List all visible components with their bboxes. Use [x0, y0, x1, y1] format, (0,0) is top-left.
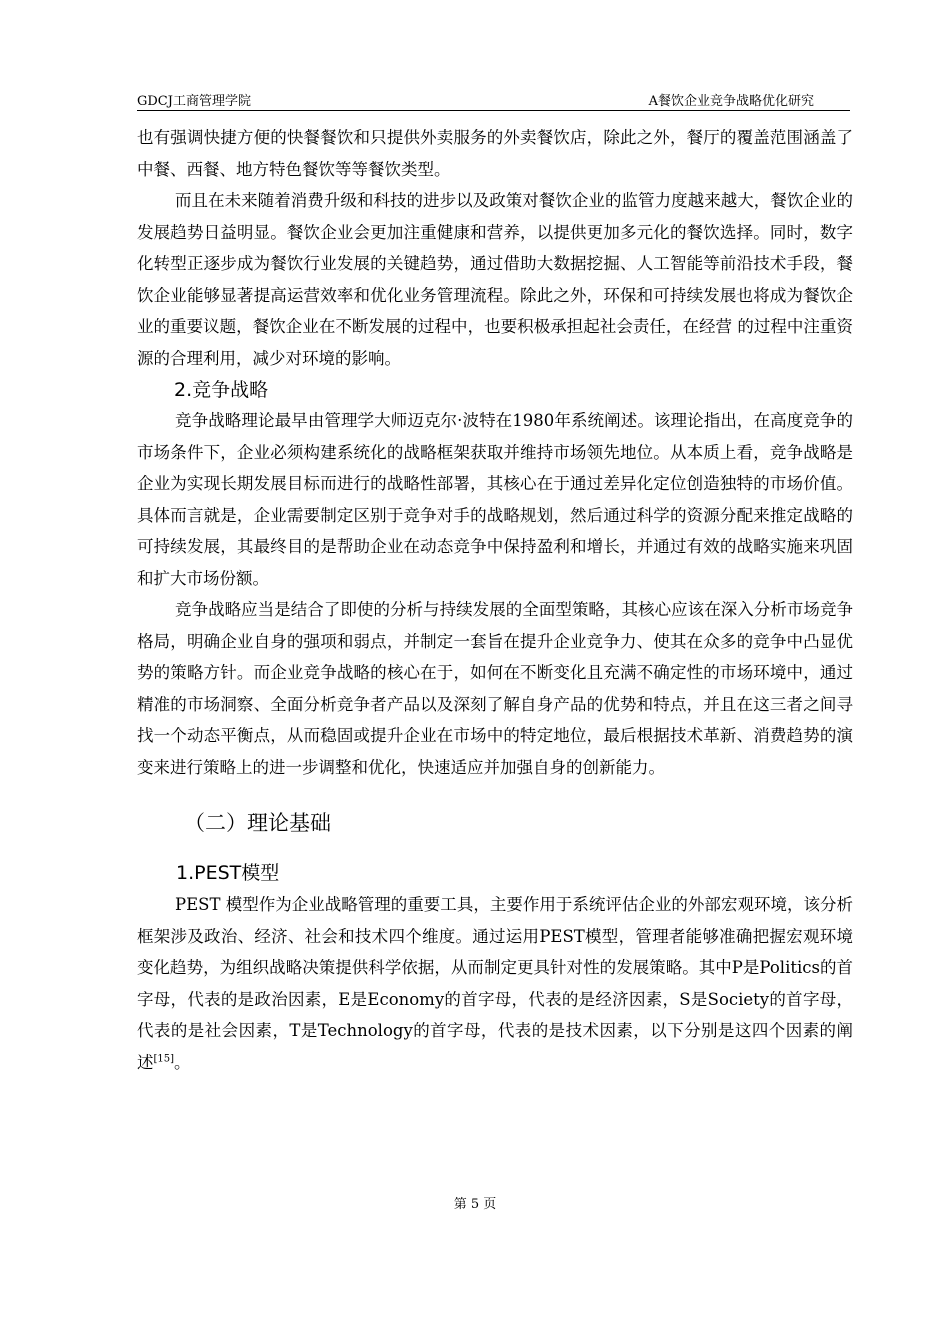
- body-content: [137, 122, 853, 1078]
- pest-end-punctuation: 。: [174, 1052, 191, 1072]
- paragraph-pest: [137, 889, 853, 1078]
- page-header: [137, 88, 850, 111]
- page-number: 第 5 页: [453, 1197, 497, 1212]
- header-thesis-title: A餐饮企业竞争战略优化研究: [648, 94, 814, 109]
- header-institution: GDCJ工商管理学院: [137, 94, 251, 109]
- paragraph-continuation: 也有强调快捷方便的快餐餐饮和只提供外卖服务的外卖餐饮店，除此之外，餐厅的覆盖范围涵盖了中餐、西餐、地方特色餐饮等等餐饮类型。: [137, 128, 853, 179]
- heading-pest-model: 1.PEST模型: [176, 862, 280, 884]
- heading-theoretical-basis: （二）理论基础: [184, 811, 331, 835]
- paragraph-trends: 而且在未来随着消费升级和科技的进步以及政策对餐饮企业的监管力度越来越大，餐饮企业的发展趋势日益明显。餐饮企业会更加注重健康和营养，以提供更加多元化的餐饮选择。同时，数字化转型正逐步成为餐饮行业发展的关键趋势，通过借助大数据挖掘、人工智能等前沿技术手段，餐饮企业能够显著提高运营效率和优化业务管理流程。除此之外，环保和可持续发展也将成为餐饮企业的重要议题，餐饮企业在不断发展的过程中，也要积极承担起社会责任，在经营 的过程中注重资源的合理利用，减少对环境的影响。: [137, 191, 853, 368]
- paragraph-competition-core: 竞争战略应当是结合了即使的分析与持续发展的全面型策略，其核心应该在深入分析市场竞争格局，明确企业自身的强项和弱点，并制定一套旨在提升企业竞争力、使其在众多的竞争中凸显优势的策略方针。而企业竞争战略的核心在于，如何在不断变化且充满不确定性的市场环境中，通过精准的市场洞察、全面分析竞争者产品以及深刻了解自身产品的优势和特点，并且在这三者之间寻找一个动态平衡点，从而稳固或提升企业在市场中的特定地位，最后根据技术革新、消费趋势的演变来进行策略上的进一步调整和优化，快速适应并加强自身的创新能力。: [137, 600, 853, 777]
- paragraph-porter-theory: 竞争战略理论最早由管理学大师迈克尔·波特在1980年系统阐述。该理论指出，在高度竞争的市场条件下，企业必须构建系统化的战略框架获取并维持市场领先地位。从本质上看，竞争战略是企业为实现长期发展目标而进行的战略性部署，其核心在于通过差异化定位创造独特的市场价值。具体而言就是，企业需要制定区别于竞争对手的战略规划，然后通过科学的资源分配来推定战略的可持续发展，其最终目的是帮助企业在动态竞争中保持盈利和增长，并通过有效的战略实施来巩固和扩大市场份额。: [137, 411, 853, 588]
- pest-text: PEST 模型作为企业战略管理的重要工具，主要作用于系统评估企业的外部宏观环境，该分析框架涉及政治、经济、社会和技术四个维度。通过运用PEST模型，管理者能够准确把握宏观环境变化趋势，为组织战略决策提供科学依据，从而制定更具针对性的发展策略。其中P是Politics的首字母，代表的是政治因素，E是Economy的首字母，代表的是经济因素，S是Society的首字母，代表的是社会因素，T是Technology的首字母，代表的是技术因素，以下分别是这四个因素的阐述: [137, 895, 853, 1072]
- citation-marker: [15]: [153, 1053, 175, 1064]
- heading-competition-strategy: 2.竞争战略: [174, 379, 269, 401]
